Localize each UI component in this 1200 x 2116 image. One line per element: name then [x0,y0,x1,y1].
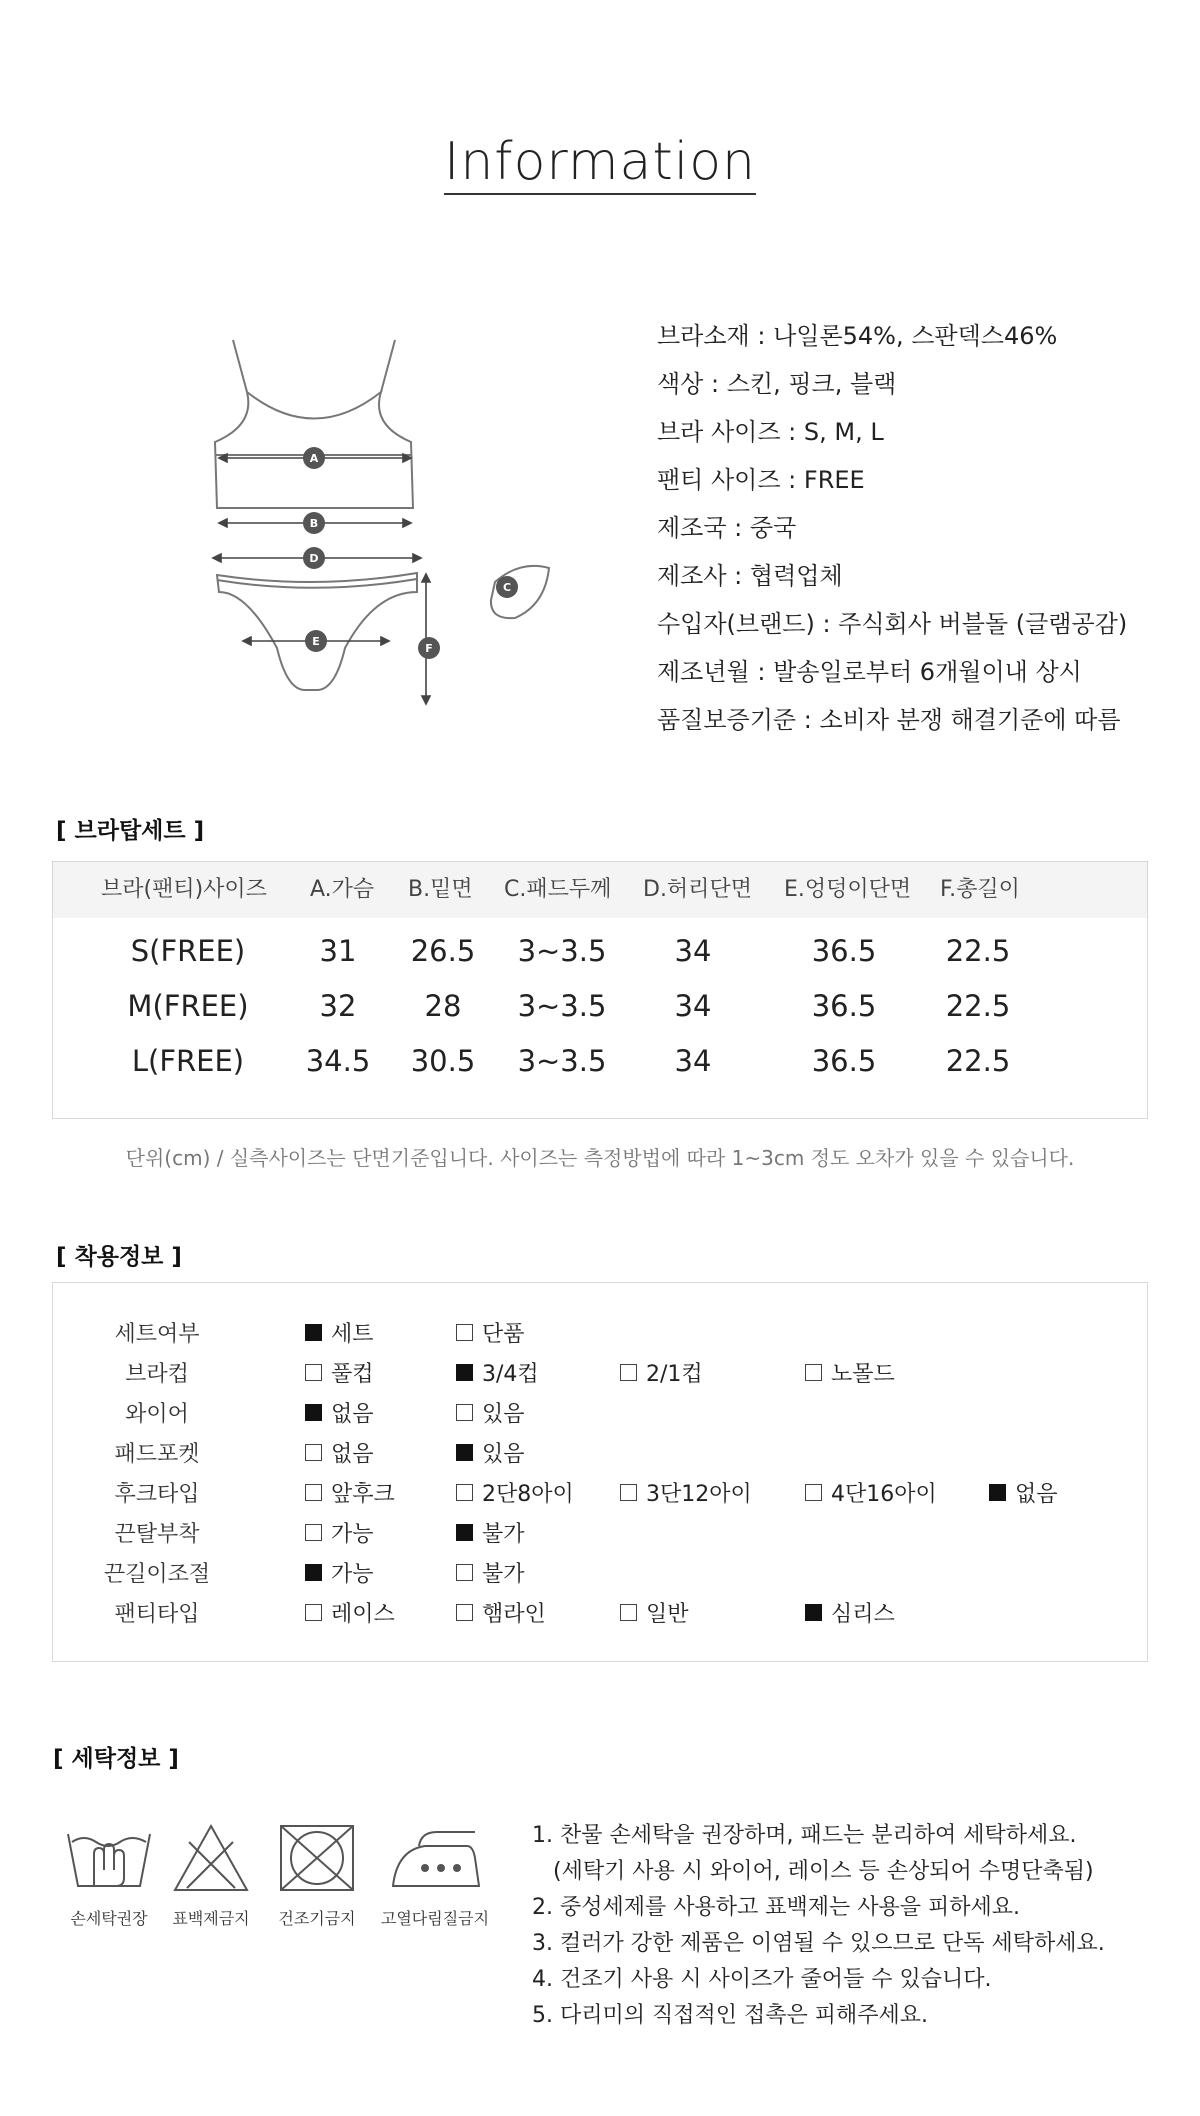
fit-section-heading: [ 착용정보 ] [56,1244,182,1270]
fit-option [989,1477,1058,1508]
unchecked-box-icon [305,1364,322,1381]
fit-option [620,1477,752,1508]
fit-option-label: 가능 [331,1562,374,1587]
garment-measurement-diagram [195,330,585,730]
fit-row-label: 팬티타입 [114,1602,200,1627]
fit-option [305,1317,374,1348]
unchecked-box-icon [456,1324,473,1341]
fit-info-table [52,1282,1148,1662]
fit-row-label: 후크타입 [114,1482,200,1507]
size-section-heading: [ 브라탑세트 ] [56,818,205,844]
table-cell: L(FREE) [131,1044,245,1078]
table-cell: 26.5 [410,934,476,968]
column-header: F.총길이 [940,877,1020,902]
no-tumble-dry-icon [277,1822,357,1894]
bra-left-strap [233,340,247,392]
unchecked-box-icon [305,1524,322,1541]
checked-box-icon [456,1444,473,1461]
fit-option-label: 2/1컵 [646,1362,703,1387]
fit-row-label: 끈탈부착 [114,1522,200,1547]
svg-text:D: D [309,552,319,565]
table-cell: 34 [674,934,712,968]
wash-section-heading: [ 세탁정보 ] [53,1746,179,1772]
table-cell: 28 [424,989,462,1023]
fit-option-label: 2단8아이 [482,1482,574,1507]
fit-option [305,1437,374,1468]
fit-option [620,1357,703,1388]
table-cell: 34 [674,1044,712,1078]
wash-instruction-5: 5. 다리미의 직접적인 접촉은 피해주세요. [532,2003,928,2028]
table-cell: 36.5 [811,934,877,968]
checked-box-icon [456,1524,473,1541]
wash-instruction-1: 1. 찬물 손세탁을 권장하며, 패드는 분리하여 세탁하세요. [532,1823,1077,1848]
fit-option-label: 가능 [331,1522,374,1547]
svg-text:B: B [309,517,319,530]
fit-option-label: 심리스 [831,1602,895,1627]
hand-wash-label: 손세탁권장 [70,1909,148,1928]
table-cell: 22.5 [945,989,1011,1023]
table-cell: 3~3.5 [517,989,607,1023]
unchecked-box-icon [456,1564,473,1581]
size-table-header [53,862,1147,918]
fit-option-label: 있음 [482,1442,525,1467]
fit-option [305,1397,374,1428]
column-header: 브라(팬티)사이즈 [101,877,267,902]
svg-text:C: C [502,581,512,594]
table-cell: M(FREE) [127,989,249,1023]
fit-option [456,1397,525,1428]
fit-option [805,1477,937,1508]
fit-option-label: 앞후크 [331,1482,395,1507]
fit-option-label: 레이스 [331,1602,395,1627]
checked-box-icon [805,1604,822,1621]
size-table [52,861,1148,1119]
fit-option-label: 세트 [331,1322,374,1347]
column-header: D.허리단면 [643,877,752,902]
fit-option [456,1557,525,1588]
table-cell: 34.5 [305,1044,371,1078]
table-cell: 31 [319,934,357,968]
hand-wash-icon [64,1820,154,1896]
table-cell: 30.5 [410,1044,476,1078]
fit-option-label: 불가 [482,1522,525,1547]
table-cell: 32 [319,989,357,1023]
unchecked-box-icon [805,1484,822,1501]
info-panty-size: 팬티 사이즈 : FREE [657,466,865,494]
fit-option-label: 불가 [482,1562,525,1587]
fit-row-label: 와이어 [125,1402,189,1427]
fit-option-label: 없음 [1015,1482,1058,1507]
table-cell: 3~3.5 [517,1044,607,1078]
table-cell: 36.5 [811,1044,877,1078]
fit-option [305,1557,374,1588]
info-color: 색상 : 스킨, 핑크, 블랙 [657,370,897,398]
fit-option-label: 3/4컵 [482,1362,539,1387]
fit-option-label: 단품 [482,1322,525,1347]
checked-box-icon [305,1324,322,1341]
fit-row-label: 패드포켓 [114,1442,200,1467]
fit-option [805,1597,895,1628]
svg-text:F: F [425,642,433,655]
fit-option-label: 햄라인 [482,1602,546,1627]
table-cell: 22.5 [945,1044,1011,1078]
unchecked-box-icon [620,1604,637,1621]
wash-instruction-2: 2. 중성세제를 사용하고 표백제는 사용을 피하세요. [532,1895,1020,1920]
size-note: 단위(cm) / 실측사이즈는 단면기준입니다. 사이즈는 측정방법에 따라 1~3cm 정도 오차가 있을 수 있습니다. [125,1146,1075,1170]
info-country: 제조국 : 중국 [657,514,797,542]
column-header: C.패드두께 [504,877,612,902]
info-importer: 수입자(브랜드) : 주식회사 버블돌 (글램공감) [657,610,1128,638]
column-header: A.가슴 [310,877,375,902]
wash-instructions [532,1818,1182,2034]
no-bleach-label: 표백제금지 [172,1909,250,1928]
unchecked-box-icon [305,1604,322,1621]
wash-instruction-3: 3. 컬러가 강한 제품은 이염될 수 있으므로 단독 세탁하세요. [532,1931,1105,1956]
fit-option [305,1357,374,1388]
checked-box-icon [305,1404,322,1421]
unchecked-box-icon [805,1364,822,1381]
fit-option [456,1317,525,1348]
unchecked-box-icon [305,1444,322,1461]
pad-thickness-diagram [485,560,560,635]
unchecked-box-icon [456,1484,473,1501]
fit-option-label: 풀컵 [331,1362,374,1387]
page-title: Information [0,132,1200,195]
fit-option [456,1517,525,1548]
fit-option [305,1597,395,1628]
table-cell: 22.5 [945,934,1011,968]
fit-option-label: 일반 [646,1602,689,1627]
fit-option [620,1597,689,1628]
info-bra-size: 브라 사이즈 : S, M, L [657,418,884,446]
bra-right-strap [381,340,395,392]
fit-option-label: 4단16아이 [831,1482,937,1507]
no-bleach-icon [171,1822,251,1894]
info-manufacturer: 제조사 : 협력업체 [657,562,843,590]
wash-instruction-1-note: (세탁기 사용 시 와이어, 레이스 등 손상되어 수명단축됨) [532,1859,1094,1884]
unchecked-box-icon [456,1604,473,1621]
table-cell: 36.5 [811,989,877,1023]
column-header: B.밑면 [408,877,473,902]
checked-box-icon [456,1364,473,1381]
no-tumble-dry-label: 건조기금지 [278,1909,356,1928]
table-cell: 3~3.5 [517,934,607,968]
iron-low-heat-icon [389,1826,481,1892]
fit-option [456,1597,546,1628]
fit-row-label: 세트여부 [114,1322,200,1347]
iron-low-heat-label: 고열다림질금지 [380,1909,490,1928]
wash-instruction-4: 4. 건조기 사용 시 사이즈가 줄어들 수 있습니다. [532,1967,992,1992]
fit-option-label: 없음 [331,1442,374,1467]
fit-row-label: 끈길이조절 [103,1562,211,1587]
unchecked-box-icon [620,1484,637,1501]
table-cell: S(FREE) [130,934,246,968]
checked-box-icon [989,1484,1006,1501]
fit-option [456,1357,539,1388]
table-cell: 34 [674,989,712,1023]
fit-option [456,1437,525,1468]
info-material: 브라소재 : 나일론54%, 스판덱스46% [657,322,1058,350]
unchecked-box-icon [620,1364,637,1381]
fit-row-label: 브라컵 [125,1362,189,1387]
fit-option-label: 있음 [482,1402,525,1427]
svg-text:E: E [312,635,320,648]
checked-box-icon [305,1564,322,1581]
fit-option [305,1477,395,1508]
fit-option-label: 노몰드 [831,1362,895,1387]
fit-option [805,1357,895,1388]
svg-text:A: A [309,452,319,465]
unchecked-box-icon [305,1484,322,1501]
column-header: E.엉덩이단면 [784,877,912,902]
product-info-list [657,312,1177,744]
fit-option-label: 없음 [331,1402,374,1427]
fit-option-label: 3단12아이 [646,1482,752,1507]
fit-option [456,1477,574,1508]
info-manufacture-date: 제조년월 : 발송일로부터 6개월이내 상시 [657,658,1082,686]
info-quality-standard: 품질보증기준 : 소비자 분쟁 해결기준에 따름 [657,706,1121,734]
unchecked-box-icon [456,1404,473,1421]
fit-option [305,1517,374,1548]
